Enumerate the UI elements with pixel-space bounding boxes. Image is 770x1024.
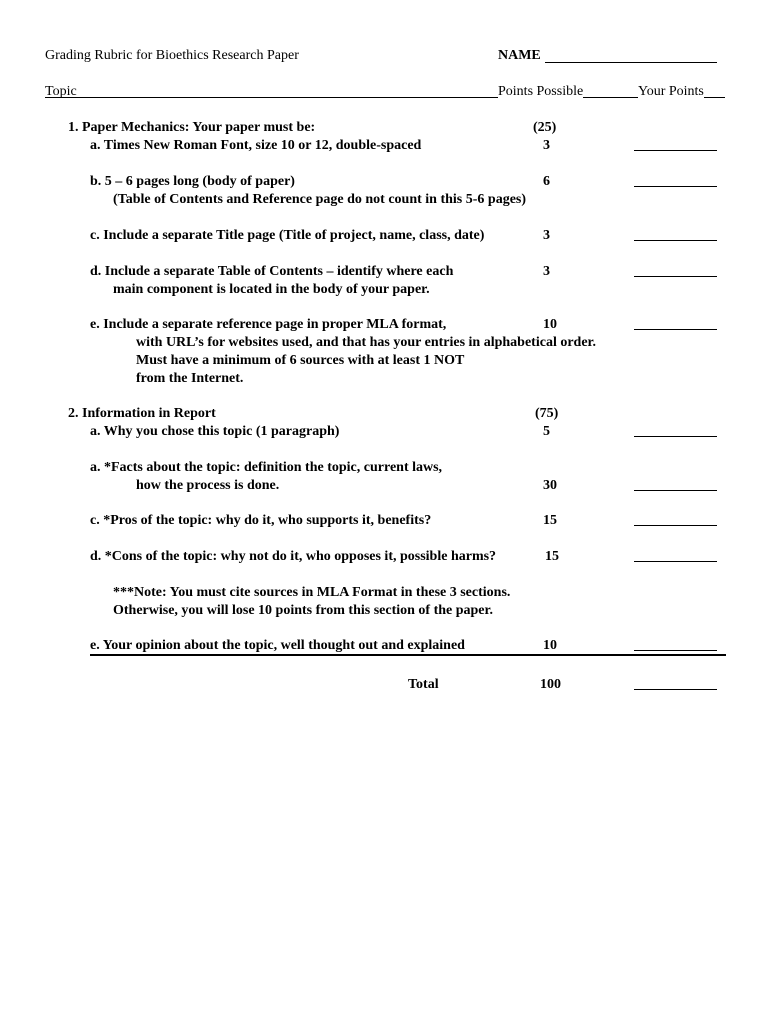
- section1-item-d-line2: main component is located in the body of your paper.: [113, 282, 430, 297]
- section2-item-d: d. *Cons of the topic: why not do it, who opposes it, possible harms?: [90, 549, 497, 564]
- section1-item-c-points: 3: [543, 228, 550, 243]
- section2-item-c-score-blank[interactable]: [634, 525, 717, 526]
- section2-total: (75): [535, 406, 559, 421]
- section1-heading: 1. Paper Mechanics: Your paper must be:: [68, 120, 316, 135]
- section1-item-a: a. Times New Roman Font, size 10 or 12, double-spaced: [90, 138, 422, 153]
- section2-item-d-points: 15: [545, 549, 559, 564]
- section1-total: (25): [533, 120, 557, 135]
- section1-item-b-points: 6: [543, 174, 550, 189]
- total-points: 100: [540, 677, 561, 692]
- section1-item-b: b. 5 – 6 pages long (body of paper): [90, 174, 295, 189]
- section2-item-a1: a. Why you chose this topic (1 paragraph): [90, 424, 340, 439]
- section1-item-d-score-blank[interactable]: [634, 276, 717, 277]
- section1-item-e-points: 10: [543, 317, 557, 332]
- section2-item-a2: a. *Facts about the topic: definition the topic, current laws,: [90, 460, 443, 475]
- section2-item-c-points: 15: [543, 513, 557, 528]
- section1-item-c: c. Include a separate Title page (Title of project, name, class, date): [90, 228, 485, 243]
- section1-item-e-line3: Must have a minimum of 6 sources with at least 1 NOT: [136, 353, 465, 368]
- total-label: Total: [408, 677, 439, 692]
- citation-note-line2: Otherwise, you will lose 10 points from this section of the paper.: [113, 603, 493, 618]
- section1-item-d: d. Include a separate Table of Contents – identify where each: [90, 264, 454, 279]
- citation-note: ***Note: You must cite sources in MLA Format in these 3 sections.: [113, 585, 511, 600]
- section1-item-c-score-blank[interactable]: [634, 240, 717, 241]
- total-score-blank[interactable]: [634, 689, 717, 690]
- topic-label: Topic: [45, 84, 77, 99]
- topic-field[interactable]: [45, 97, 725, 98]
- name-field[interactable]: [545, 62, 717, 63]
- points-possible-header: Points Possible: [498, 84, 584, 99]
- section2-item-e-points: 10: [543, 638, 557, 653]
- section2-item-e: e. Your opinion about the topic, well thought out and explained: [90, 638, 465, 653]
- section1-item-a-score-blank[interactable]: [634, 150, 717, 151]
- your-points-header: Your Points: [638, 84, 704, 99]
- section2-item-a2-points: 30: [543, 478, 557, 493]
- document-title: Grading Rubric for Bioethics Research Paper: [45, 48, 299, 63]
- section1-item-b-score-blank[interactable]: [634, 186, 717, 187]
- section1-item-a-points: 3: [543, 138, 550, 153]
- section1-item-e-score-blank[interactable]: [634, 329, 717, 330]
- total-divider: [90, 654, 726, 656]
- section1-item-b-note: (Table of Contents and Reference page do not count in this 5-6 pages): [113, 192, 527, 207]
- section2-item-a2-line2: how the process is done.: [136, 478, 280, 493]
- section2-item-d-score-blank[interactable]: [634, 561, 717, 562]
- section2-item-a1-points: 5: [543, 424, 550, 439]
- section2-item-c: c. *Pros of the topic: why do it, who supports it, benefits?: [90, 513, 432, 528]
- section1-item-d-points: 3: [543, 264, 550, 279]
- section1-item-e: e. Include a separate reference page in proper MLA format,: [90, 317, 447, 332]
- section2-heading: 2. Information in Report: [68, 406, 216, 421]
- name-label: NAME: [498, 48, 541, 63]
- section2-item-e-score-blank[interactable]: [634, 650, 717, 651]
- section2-item-a2-score-blank[interactable]: [634, 490, 717, 491]
- section2-item-a1-score-blank[interactable]: [634, 436, 717, 437]
- section1-item-e-line4: from the Internet.: [136, 371, 244, 386]
- section1-item-e-line2: with URL’s for websites used, and that has your entries in alphabetical order.: [136, 335, 596, 350]
